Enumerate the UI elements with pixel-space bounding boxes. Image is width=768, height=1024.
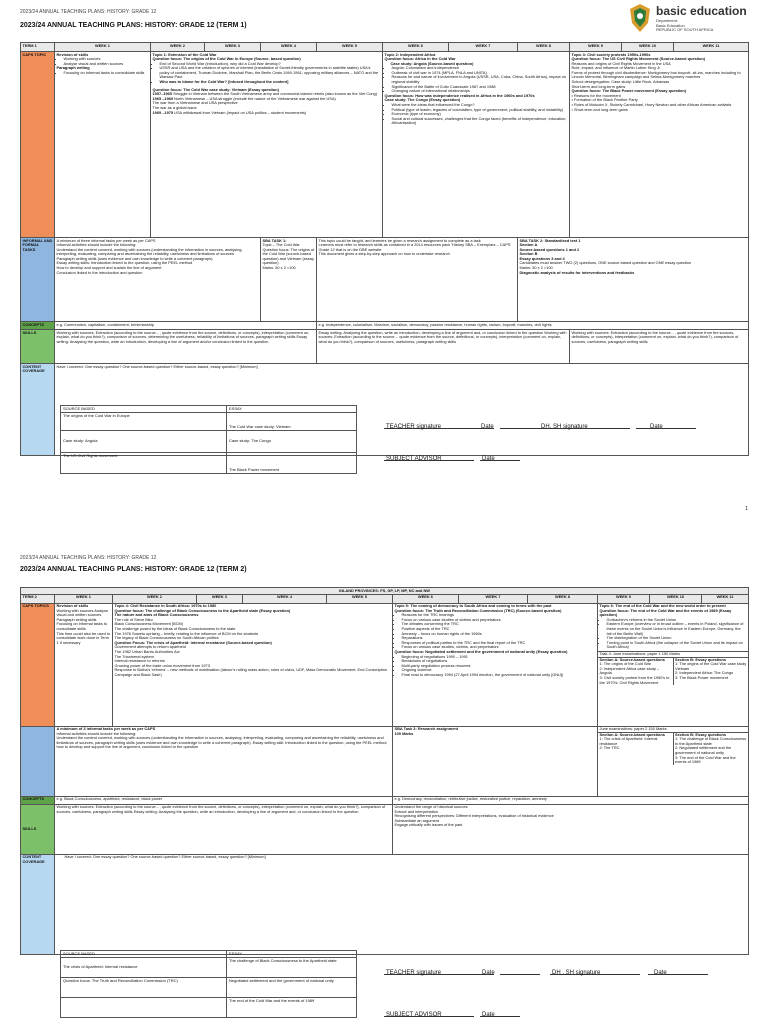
june-exam-paper-2-cell: June examinations: paper 2 150 Marks Section A: Source-based questions 1: The crisis of Apartheid: Internal resistance 2: The TRC Section B: Essay questions 1: The challenge of Black Consciousness to the Apartheid state 2: Negotiated settlement and the government of national unity 3: The end of the Cold War and the events of 1989 <box>598 726 749 796</box>
coat-of-arms-icon <box>628 3 652 33</box>
page-title-2: 2023/24 ANNUAL TEACHING PLANS: HISTORY: GRADE 12 (TERM 2) <box>20 566 247 573</box>
research-task-cell: This topic could be taught, and learners be given a research assignment to complete as a task Learners must refer to research skills as contained in a 2014 resources pack 'History SBA – Exemplars – CAPS' Grade 12 that is on the DBE website This document gives a step-by-step approach on how to undertake research <box>317 238 518 322</box>
content-coverage-cell-2: Have I covered: One essay question? One source-based question? Either source-based, essay question? [Minimum] <box>55 854 749 954</box>
teacher-signature-label: TEACHER signature <box>386 424 442 430</box>
skills-row-2: SKILLS Working with sources: Extraction (according to the source…, quote evidence from the source, definitions, or concepts), interpretation (comment on, explain, what do you think?), comparison of sources, usefulness, paragraph writing skills Essay writing: Analysing the question, write an introduction, developing a line of argument and, or conclusion linked to the question Understand the range of historical sources Extract and interpretation Recognising different perspectives: Different interpretations, evaluation of historical evidence Substantiate an argument Engage critically with issues of the past <box>21 804 749 854</box>
subject-advisor-label-2: SUBJECT ADVISOR <box>386 1012 442 1018</box>
concepts-row: CONCEPTS e.g. Communism, capitalism, containment, brinkmanship e.g. Independence, colonialism, Marxism, socialism, democracy, passive resistance, human rights, racism, boycott, marches, civil rights <box>21 322 749 330</box>
provinces-banner-row <box>21 588 749 595</box>
skills-label: SKILLS <box>21 330 55 364</box>
term-1-table <box>20 42 749 456</box>
topic-4-cell: Topic 4: Civil Resistance in South Africa: 1970s to 1980 Question focus: The challenge of Black Consciousness to the Apartheid state (Essay question) The nature and aims of Black Consciousness The role of Steve Biko Black Consciousness Movement (BCM) The challenge posed by the ideas of Black Consciousness to the state The 1976 Soweto uprising – briefly, relating to the influence of BCM on the students The legacy of Black Consciousness on South African politics Question Focus: The crisis of Apartheid: Internal resistance (Source-based question) Government attempts to reform apartheid The 1982 Urban Bantu Authorities Act The Tricameral system Internal resistance to reforms Growing power of the trade union movement from 1973 Response to Botha's 'reforms' – new methods of mobilisation (labour's rolling mass action, roles of civics, UDF, Mass Democratic Movement, End Conscription Campaign and Black Sash) <box>113 603 393 726</box>
skills-row: SKILLS Working with sources: Extraction (according to the source…, quote evidence from the source, definitions, or concepts), interpretation (comment on, explain, what do you think?), comparison of sources, determining the usefulness, reliability of limitations of sources, paragraph writing skills Essay writing: Analysing the question, write an introduction, developing a line of argument and/or conclusion linked to the question Essay writing: Analysing the question, write an introduction, developing a line of argument and, or conclusion linked to the question Working with sources: Extraction (according to the source… quote evidence from the source, definitions, or concepts), interpretation (comment on, explain, what do you think?), comparison of sources, usefulness, paragraph writing skills Working with sources: Extraction (according to the source…, quote evidence from the sources, definitions, or concepts), interpretation (comment on, explain, what do you think?), comparison of sources, usefulness, paragraph writing skills <box>21 330 749 364</box>
caps-topic-label: CAPS TOPIC <box>21 52 55 238</box>
date-label-3: Date <box>482 456 495 462</box>
logo-dept: Department: Basic Education REPUBLIC OF SOUTH AFRICA <box>656 18 714 33</box>
content-coverage-row-2 <box>21 854 749 954</box>
date-label: Date <box>481 424 494 430</box>
topic-5-cell: Topic 5: The coming of democracy to South Africa and coming to terms with the past Question focus: The Truth and Reconciliation Commission (TRC) (Source-based question) • Reasons for the TRC hearings • Focus on various case studies of victims and perpetrators • The debates concerning the TRC • Positive aspects of the TRC • Amnesty – focus on human rights of the 1960s • Reparations • Responses of political parties to the TRC and the final report of the TRC • Focus on various case studies, victims, and perpetrators Question focus: Negotiated settlement and the government of national unity (Essay question) • Beginning of negotiations 1990 – 1991 • Breakdown of negotiations • Multi-party negotiation process resumes • Ongoing violence • Final road to democracy 1994 (27 April 1994 election, the government of national unity [GNU]) <box>393 603 598 726</box>
topic-2-cell: Topic 2: Independent Africa Question focus: Africa in the Cold War Case study: Angola (Source-based question) • Angola: Colonialism and independence • Outbreak of civil war in 1974 (MPLA, FNLA and UNITA) • Reasons for and nature of involvement in Angola (USSR, USA, Cuba, China, South Africa), impact on regional stability • Significance of the Battle of Cuito Cuanavale 1987 and 1988 • Changing nature of international relationships Question focus: How was independence realised in Africa in the 1960s and 1970s Case study: The Congo (Essay question) • What were the ideas that influenced the Congo? • Political (type of leader, legacies of colonialism, type of government, political stability, and instability) • Economic (type of economy) • Social and cultural successes, challenges that the Congo faced (benefits of independence, education, Africanisation) <box>383 52 570 238</box>
week1-revision: Revision of skills • Working with sources • Analyse visual and written sources Paragraph writing • Focusing on informal tasks to consolidate skills <box>55 52 151 238</box>
term-2-table <box>20 587 749 955</box>
caps-topic-row <box>21 52 749 238</box>
concepts-label-2: CONCEPTS <box>21 796 55 804</box>
page-title: 2023/24 ANNUAL TEACHING PLANS: HISTORY: GRADE 12 (TERM 1) <box>20 22 247 29</box>
dh-signature-label: DH, SH signature <box>541 424 588 430</box>
teacher-signature-label-2: TEACHER signature <box>386 970 442 976</box>
week-header-row: TERM 1 WEEK 1 WEEK 2 WEEK 3 WEEK 4 WEEK 5 WEEK 6 WEEK 7 WEEK 8 WEEK 9 WEEK 10 WEEK 11 <box>21 43 749 52</box>
concepts-label: CONCEPTS <box>21 322 55 330</box>
logo-text: basic education <box>656 4 747 18</box>
content-coverage-label: CONTENT COVERAGE <box>21 364 55 456</box>
date-label-4: Date <box>482 970 495 976</box>
topic-6-cell: Topic 6: The end of the Cold War and the new world order to present Question focus: The end of the Cold War and the events of 1989 (Essay question) • Gorbachev's reforms in the Soviet Union • Eastern Europe (overview or in broad outline – events in Poland, significance of these events on the Soviet Union's influence in Eastern Europe, Germany, the fall of the Berlin Wall) • The disintegration of the Soviet Union • Turning point in South Africa (the collapse of the Soviet Union and its impact on South Africa) Task 4: June examinations: paper 1 150 Marks Section A: Source-based questions 1: The origins of the Cold War 2: Independent Africa case study –Angola 3: Civil society protest from the 1950's to the 1970's: Civil Rights Movement Section B: Essay questions 1: The origins of the Cold War case study Vietnam 2: Independent Africa: The Congo 3: The Black Power movement <box>598 603 749 726</box>
caps-topics-label: CAPS TOPICS <box>21 603 55 726</box>
basic-education-logo <box>628 2 748 36</box>
content-coverage-cell: Have I covered: One essay question? One source-based question? Either source-based, essay question? [Minimum] <box>55 364 749 456</box>
concepts-row-2: CONCEPTS e.g. Black Consciousness, apartheid, resistance, black power e.g. Democracy, reconciliation, retributive justice, restorative justice, reparation, amnesty <box>21 796 749 804</box>
sba-task-2-cell: SBA TASK 2: Standardised test 1 Section A Source-based questions 1 and 2 Section B Essay questions 3 and 4 Candidates must answer TWO (2) questions, ONE source-based question and ONE essay question Marks: 50 x 2 =100 Diagnostic analysis of results for interventions and feedbacks <box>518 238 749 322</box>
dh-signature-label-2: DH , SH signature <box>552 970 601 976</box>
running-header-2: 2023/24 ANNUAL TEACHING PLANS: HISTORY: GRADE 12 <box>20 555 157 561</box>
subject-advisor-label: SUBJECT ADVISOR <box>386 456 442 462</box>
content-coverage-label-2: CONTENT COVERAGE <box>21 854 55 954</box>
topic-1-cell: Topic 1: Extension of the Cold War Question focus: The origins of the Cold War in Europe (Source- based question) • End of Second World War (introduction), why did a Cold War develop? • USSR and USA and the creation of spheres of interest (installation of Soviet-friendly governments in satellite states) USA's policy of containment, Truman Doctrine, Marshall Plan, the Berlin Crisis 1949-1961; opposing military alliances – NATO and the Warsaw Pact • Who was to blame for the Cold War? [Infused throughout the content] Question focus: The Cold War case study: Vietnam (Essay question) 1957–1965 Struggle in Vietnam between the South Vietnamese army and communist-trained rebels (also known as the Viet Cong) 1965 –1969 North Vietnamese – USA struggle (include the nature of the Vietnamese war against the USA) The war from a Vietnamese and USA perspective The war as a global issue 1969 –1975 USA withdrawal from Vietnam (impact on USA politics – student movements) <box>151 52 383 238</box>
informal-tasks-cell: A minimum of three informal tasks per week as per CAPS Informal activities should include the following: Understand the content covered, working with sources (understanding the information in sources, analysing, interpreting, evaluating, comparing and ascertaining the reliability, usefulness and limitations of sources Paragraph writing skills (uses evidence and own knowledge to write a coherent paragraph). Essay writing skills: Introduction linked to the question, using the PEEL method How to develop and support and sustain the line of argument Conclusion linked to the introduction and question <box>55 238 261 322</box>
sba-task-1-cell: SBA TASK 1: Topic – The Cold War Question focus: The origins of the Cold War (source-based question) and Vietnam (essay question) Marks: 50 x 2 =100 <box>261 238 317 322</box>
informal-tasks-cell-2: A minimum of 3 informal tasks per week as per CAPS Informal activities should include the following: Understand the content covered, working with sources (understanding the information in sources, analysing, interpreting, evaluating, comparing and ascertaining the reliability, usefulness and limitations of sources, paragraph writing skills (uses evidence and own knowledge to write a coherent paragraph). Essay writing skill: Introduction linked to the question, using the PEEL method, how to develop and support the line of argument, conclusion linked to the question <box>55 726 393 796</box>
topic-3-cell: Topic 3: Civil society protests 1950s-1990s Question focus: The US Civil Rights Movement (Source-based question) Reasons and origins of Civil Rights Movement in the USA Role, impact, and influence of Martin Luther King Jr Forms of protest through civil disobedience: Montgomery bus boycott, sit-ins, marches including to Lincoln Memorial, Birmingham campaign and Selma-Montgomery marches School desegregation: Case study: Little Rock, Arkansas Short-term and long-term gains Question focus: The Black Power movement (Essay question) • Reasons for the movement • Formation of the Black Panther Party • Roles of Malcolm X, Stokely Carmichael, Huey Newton and other African American activists • Short-term and long-term gains <box>570 52 749 238</box>
running-header: 2023/24 ANNUAL TEACHING PLANS: HISTORY: GRADE 12 <box>20 9 157 15</box>
date-label-5: Date <box>654 970 667 976</box>
coverage-table-1: SOURCE BASED ESSAY The origins of the Cold War in Europe The Cold War case study: Vietnam Case study: Angola Case study: The Congo The US Civil Rights movement The Black Power movement <box>60 405 357 474</box>
page-number: 1 <box>745 506 748 512</box>
coverage-table-2: SOURCE BASED ESSAY The crisis of Apartheid: Internal resistance The challenge of Black Consciousness to the Apartheid state Question focus: The Truth and Reconciliation Commission (TRC) Negotiated settlement and the government of national unity The end of the Cold War and the events of 1989 <box>60 950 357 1018</box>
provinces-banner: INLAND PROVINCES: FS, GP, LP, MP, NC and NW <box>21 588 749 595</box>
skills-cell-b-2: Understand the range of historical sources Extract and interpretation Recognising different perspectives: Different interpretations, evaluation of historical evidence Substantiate an argument Engage critically with issues of the past <box>393 804 749 854</box>
sba-task-3-cell: SBA Task 3: Research assignment 100 Marks <box>393 726 598 796</box>
week1-revision-2: Revision of skills Working with sources Analyse visual and written sources Paragraph writing skills Focusing on informal tasks to consolidate skills This time could also be used to consolidate work done in Term 1 if necessary <box>55 603 113 726</box>
caps-topics-row-2 <box>21 603 749 726</box>
tasks-label: INFORMAL AND FORMAL TASKS <box>21 238 55 322</box>
tasks-row <box>21 238 749 322</box>
tasks-row-2 <box>21 726 749 796</box>
week-header-row-2: TERM 2 WEEK 1 WEEK 2 WEEK 3 WEEK 4 WEEK 5 WEEK 6 WEEK 7 WEEK 8 WEEK 9 WEEK 10 WEEK 11 <box>21 594 749 603</box>
page-term-2 <box>20 540 748 1024</box>
tasks-label-2 <box>21 726 55 796</box>
skills-label-2: SKILLS <box>21 804 55 854</box>
date-label-2: Date <box>650 424 663 430</box>
page-term-1 <box>20 0 748 512</box>
date-label-6: Date <box>482 1012 495 1018</box>
